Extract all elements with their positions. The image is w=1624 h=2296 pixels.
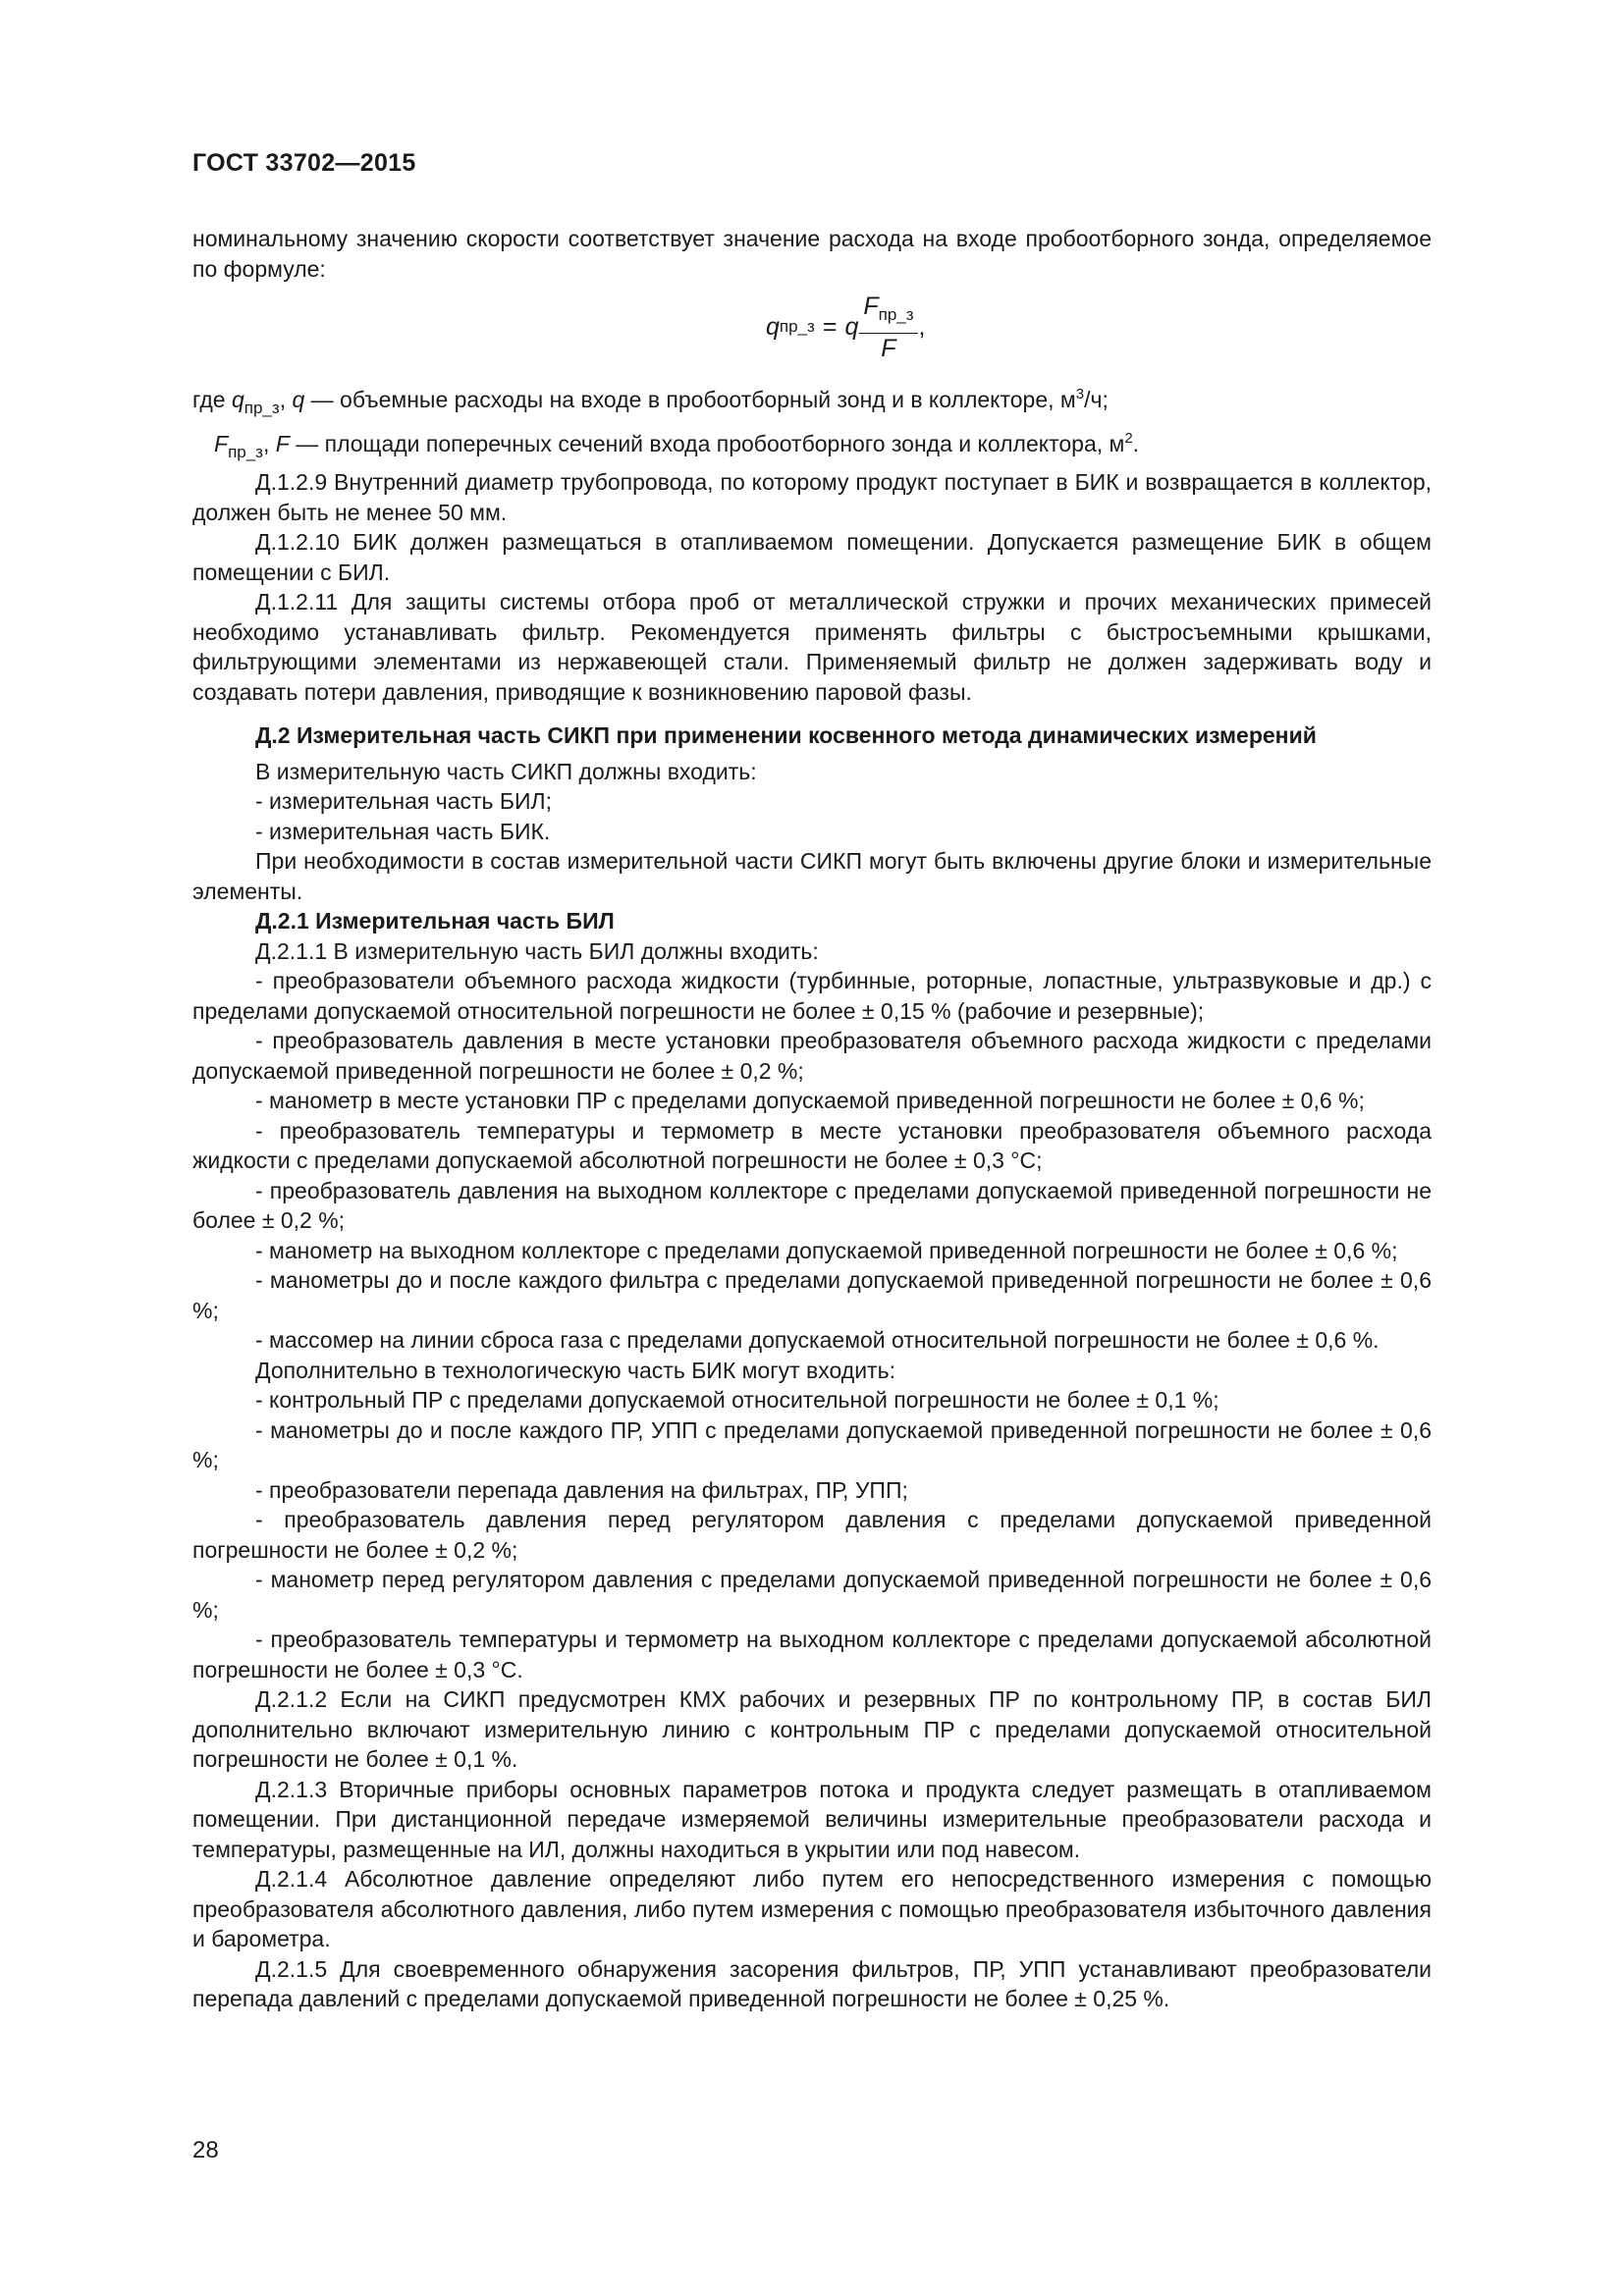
list-item: - преобразователь температуры и термометр на выходном коллекторе с пределами допускаемой абсолютной погрешности не более ± 0,3 °С. bbox=[192, 1627, 1432, 1682]
definition-areas bbox=[192, 424, 1432, 468]
section-d2-heading: Д.2 Измерительная часть СИКП при применении косвенного метода динамических измерений bbox=[255, 722, 1317, 748]
list-item: - манометры до и после каждого ПР, УПП с пределами допускаемой приведенной погрешности не более ± 0,6 %; bbox=[192, 1416, 1432, 1472]
def2-sep: , bbox=[262, 430, 276, 456]
formula-numerator bbox=[861, 292, 915, 333]
list-item: - преобразователь давления на выходном коллекторе с пределами допускаемой приведенной погрешности не более ± 0,2 %; bbox=[192, 1177, 1432, 1233]
clause-d2-1-1: Д.2.1.1 В измерительную часть БИЛ должны входить: bbox=[255, 937, 819, 964]
clause-d1-2-10: Д.1.2.10 БИК должен размещаться в отапливаемом помещении. Допускается размещение БИК в общем помещении с БИЛ. bbox=[192, 529, 1432, 585]
clause-d2-1-4: Д.2.1.4 Абсолютное давление определяют либо путем его непосредственного измерения с помощью преобразователя абсолютного давления, либо путем измерения с помощью преобразователя избыточного давления и барометра. bbox=[192, 1866, 1432, 1951]
def2-var1-sub: пр_з bbox=[228, 442, 263, 461]
formula-fraction bbox=[861, 292, 915, 363]
def1-var1: q bbox=[231, 387, 244, 412]
list-item: - измерительная часть БИЛ; bbox=[255, 788, 553, 814]
section-d2-intro: В измерительную часть СИКП должны входить: bbox=[255, 758, 757, 784]
formula-expression bbox=[766, 292, 926, 363]
document-code: ГОСТ 33702—2015 bbox=[192, 149, 416, 177]
def1-text: — объемные расходы на входе в пробоотборный зонд и в коллекторе, м bbox=[304, 387, 1076, 412]
clause-d2-1-3: Д.2.1.3 Вторичные приборы основных параметров потока и продукта следует размещать в отапливаемом помещении. При дистанционной передаче измеряемой величины измерительные преобразователи расхода и температуры, размещенные на ИЛ, должны находиться в укрытии или под навесом. bbox=[192, 1776, 1432, 1862]
def2-sup: 2 bbox=[1124, 429, 1133, 447]
def1-sup: 3 bbox=[1075, 386, 1085, 402]
def1-sep: , bbox=[279, 387, 293, 412]
def2-text: — площади поперечных сечений входа пробоотборного зонда и коллектора, м bbox=[289, 430, 1125, 456]
document-body bbox=[192, 224, 1432, 2014]
section-d2-note: При необходимости в состав измерительной части СИКП могут быть включены другие блоки и измерительные элементы. bbox=[192, 848, 1432, 904]
intro-paragraph: номинальному значению скорости соответствует значение расхода на входе пробоотборного зонда, определяемое по формуле: bbox=[192, 226, 1432, 282]
list-item: - манометры до и после каждого фильтра с пределами допускаемой приведенной погрешности не более ± 0,6 %; bbox=[192, 1267, 1432, 1323]
list-item: - манометр перед регулятором давления с пределами допускаемой приведенной погрешности не более ± 0,6 %; bbox=[192, 1567, 1432, 1623]
numerator-var: F bbox=[863, 293, 879, 320]
section-d2-1-heading: Д.2.1 Измерительная часть БИЛ bbox=[255, 908, 615, 934]
page-number: 28 bbox=[192, 2137, 219, 2163]
def2-var1: F bbox=[214, 430, 229, 456]
additional-intro: Дополнительно в технологическую часть БИК могут входить: bbox=[255, 1357, 895, 1383]
list-item: - манометр на выходном коллекторе с пределами допускаемой приведенной погрешности не более ± 0,6 %; bbox=[255, 1237, 1398, 1263]
formula-lhs-sub: пр_з bbox=[779, 317, 815, 337]
list-item: - измерительная часть БИК. bbox=[255, 818, 551, 844]
def1-tail: /ч; bbox=[1084, 387, 1109, 412]
definition-flow-rates bbox=[192, 380, 1432, 424]
def1-var1-sub: пр_з bbox=[244, 399, 280, 417]
list-item: - преобразователь температуры и термометр в месте установки преобразователя объемного расхода жидкости с пределами допускаемой абсолютной погрешности не более ± 0,3 °С; bbox=[192, 1117, 1432, 1173]
numerator-sub: пр_з bbox=[878, 305, 914, 324]
list-item: - манометр в месте установки ПР с пределами допускаемой приведенной погрешности не более ± 0,6 %; bbox=[255, 1088, 1365, 1113]
list-item: - преобразователь давления перед регулятором давления с пределами допускаемой приведенной погрешности не более ± 0,2 %; bbox=[192, 1507, 1432, 1563]
def2-var2: F bbox=[275, 430, 290, 456]
formula-trailing-comma: , bbox=[918, 313, 926, 342]
list-item: - преобразователи перепада давления на фильтрах, ПР, УПП; bbox=[255, 1476, 908, 1503]
list-item: - массомер на линии сброса газа с пределами допускаемой относительной погрешности не более ± 0,6 %. bbox=[255, 1327, 1380, 1353]
formula-denominator: F bbox=[859, 333, 917, 364]
formula-mult-var: q bbox=[844, 313, 859, 342]
def1-var2: q bbox=[292, 387, 305, 412]
formula-lhs-var: q bbox=[766, 313, 780, 342]
formula-equals: = bbox=[822, 313, 838, 342]
flow-formula bbox=[192, 284, 1432, 380]
def2-tail: . bbox=[1132, 430, 1140, 456]
list-item: - преобразователи объемного расхода жидкости (турбинные, роторные, лопастные, ультразвуковые и др.) с пределами допускаемой относительной погрешности не более ± 0,15 % (рабочие и резервные); bbox=[192, 968, 1432, 1024]
formula-definitions bbox=[192, 380, 1432, 467]
clause-d1-2-11: Д.1.2.11 Для защиты системы отбора проб от металлической стружки и прочих механических примесей необходимо устанавливать фильтр. Рекомендуется применять фильтры с быстросъемными крышками, фильтрующими элементами из нержавеющей стали. Применяемый фильтр не должен задерживать воду и создавать потери давления, приводящие к возникновению паровой фазы. bbox=[192, 589, 1432, 705]
def1-lead: где bbox=[192, 387, 232, 412]
list-item: - контрольный ПР с пределами допускаемой относительной погрешности не более ± 0,1 %; bbox=[255, 1387, 1219, 1413]
list-item: - преобразователь давления в месте установки преобразователя объемного расхода жидкости с пределами допускаемой приведенной погрешности не более ± 0,2 %; bbox=[192, 1028, 1432, 1084]
clause-d2-1-5: Д.2.1.5 Для своевременного обнаружения засорения фильтров, ПР, УПП устанавливают преобразователи перепада давлений с пределами допускаемой приведенной погрешности не более ± 0,25 %. bbox=[192, 1955, 1432, 2011]
clause-d2-1-2: Д.2.1.2 Если на СИКП предусмотрен КМХ рабочих и резервных ПР по контрольному ПР, в состав БИЛ дополнительно включают измерительную линию с контрольным ПР с пределами допускаемой относительной погрешности не более ± 0,1 %. bbox=[192, 1686, 1432, 1772]
clause-d1-2-9: Д.1.2.9 Внутренний диаметр трубопровода, по которому продукт поступает в БИК и возвращается в коллектор, должен быть не менее 50 мм. bbox=[192, 469, 1432, 525]
